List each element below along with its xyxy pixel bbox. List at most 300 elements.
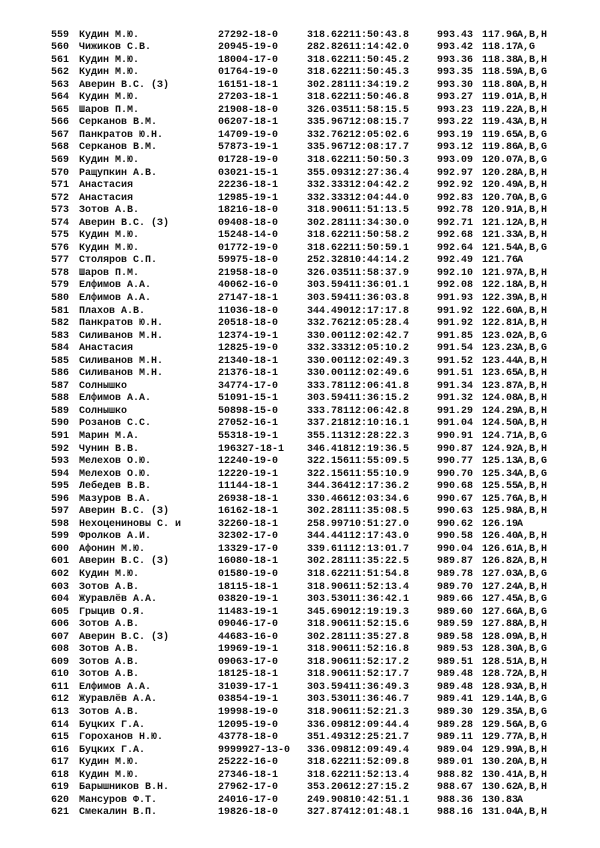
category-flags: A,B,G xyxy=(517,594,548,606)
arrival-time: 12:01:48.1 xyxy=(349,807,410,819)
speed-value: 993.27 xyxy=(437,92,474,104)
participant-name: Аверин В.С. (З) xyxy=(79,506,170,518)
distance-value: 302.281 xyxy=(307,79,350,91)
ring-id: 16151-18-1 xyxy=(218,79,279,91)
score-value: 125.55 xyxy=(482,481,519,493)
speed-value: 989.51 xyxy=(437,656,474,668)
distance-value: 330.466 xyxy=(307,493,350,505)
distance-value: 303.530 xyxy=(307,594,350,606)
category-flags: A xyxy=(517,518,524,530)
ring-id: 12240-19-0 xyxy=(218,456,279,468)
speed-value: 990.91 xyxy=(437,431,474,442)
speed-value: 993.09 xyxy=(437,154,474,166)
ring-id: 19826-18-0 xyxy=(218,807,279,819)
distance-value: 330.001 xyxy=(307,368,350,380)
distance-value: 355.113 xyxy=(307,431,350,442)
participant-name: Столяров С.П. xyxy=(79,255,158,267)
distance-value: 346.418 xyxy=(307,443,350,455)
participant-name: Елфимов А.А. xyxy=(79,292,152,304)
row-number: 579 xyxy=(51,280,70,292)
score-value: 123.23 xyxy=(482,343,519,355)
score-value: 127.24 xyxy=(482,581,519,593)
speed-value: 988.82 xyxy=(437,769,474,781)
participant-name: Кудин М.Ю. xyxy=(79,29,140,41)
distance-value: 344.490 xyxy=(307,305,350,317)
distance-value: 332.333 xyxy=(307,343,350,355)
speed-value: 991.54 xyxy=(437,343,474,355)
participant-name: Кудин М.Ю. xyxy=(79,769,140,781)
ring-id: 12095-19-0 xyxy=(218,719,279,731)
speed-value: 992.64 xyxy=(437,242,474,254)
row-number: 593 xyxy=(51,456,70,468)
table-row xyxy=(0,607,600,620)
speed-value: 989.48 xyxy=(437,681,474,693)
category-flags: A,B,H xyxy=(517,807,548,819)
ring-id: 18216-18-0 xyxy=(218,205,279,217)
row-number: 617 xyxy=(51,757,70,769)
score-value: 130.83 xyxy=(482,794,519,806)
distance-value: 330.001 xyxy=(307,330,350,342)
row-number: 559 xyxy=(51,29,70,41)
distance-value: 302.281 xyxy=(307,506,350,518)
table-row xyxy=(0,368,600,381)
ring-id: 12374-19-1 xyxy=(218,330,279,342)
speed-value: 988.67 xyxy=(437,782,474,794)
participant-name: Шаров П.М. xyxy=(79,267,140,279)
speed-value: 993.23 xyxy=(437,104,474,116)
row-number: 586 xyxy=(51,368,70,380)
score-value: 124.71 xyxy=(482,431,519,442)
score-value: 119.43 xyxy=(482,117,519,129)
ring-id: 55318-19-1 xyxy=(218,431,279,442)
speed-value: 989.04 xyxy=(437,744,474,756)
ring-id: 50898-15-0 xyxy=(218,405,279,417)
score-value: 123.87 xyxy=(482,380,519,392)
table-row xyxy=(0,218,600,231)
ring-id: 32302-17-0 xyxy=(218,531,279,543)
distance-value: 327.874 xyxy=(307,807,350,819)
speed-value: 991.04 xyxy=(437,418,474,430)
participant-name: Панкратов Ю.Н. xyxy=(79,318,164,330)
row-number: 581 xyxy=(51,305,70,317)
arrival-time: 11:34:30.0 xyxy=(349,217,410,229)
speed-value: 990.77 xyxy=(437,456,474,468)
row-number: 588 xyxy=(51,393,70,405)
ring-id: 12220-19-1 xyxy=(218,468,279,480)
score-value: 127.88 xyxy=(482,619,519,631)
distance-value: 332.333 xyxy=(307,192,350,204)
ring-id: 27292-18-0 xyxy=(218,29,279,41)
score-value: 124.08 xyxy=(482,393,519,405)
category-flags: A,B,G xyxy=(517,468,548,480)
ring-id: 19969-19-1 xyxy=(218,644,279,656)
table-row xyxy=(0,807,600,820)
table-row xyxy=(0,782,600,795)
ring-id: 19998-19-0 xyxy=(218,707,279,719)
arrival-time: 11:34:19.2 xyxy=(349,79,410,91)
category-flags: A,B,H xyxy=(517,79,548,91)
row-number: 572 xyxy=(51,192,70,204)
row-number: 613 xyxy=(51,707,70,719)
row-number: 619 xyxy=(51,782,70,794)
distance-value: 322.156 xyxy=(307,456,350,468)
participant-name: Аверин В.С. (З) xyxy=(79,79,170,91)
participant-name: Журавлёв А.А. xyxy=(79,594,158,606)
table-row xyxy=(0,418,600,431)
score-value: 122.60 xyxy=(482,305,519,317)
ring-id: 16162-18-1 xyxy=(218,506,279,518)
distance-value: 318.906 xyxy=(307,707,350,719)
score-value: 129.35 xyxy=(482,707,519,719)
arrival-time: 12:09:49.4 xyxy=(349,744,410,756)
speed-value: 989.30 xyxy=(437,707,474,719)
category-flags: A,B,H xyxy=(517,782,548,794)
score-value: 118.38 xyxy=(482,54,519,66)
ring-id: 11483-19-1 xyxy=(218,606,279,618)
row-number: 605 xyxy=(51,606,70,618)
speed-value: 992.49 xyxy=(437,255,474,267)
distance-value: 332.333 xyxy=(307,180,350,192)
ring-id: 31039-17-1 xyxy=(218,681,279,693)
table-row xyxy=(0,343,600,356)
speed-value: 989.41 xyxy=(437,694,474,706)
participant-name: Мансуров Ф.Т. xyxy=(79,794,158,806)
category-flags: A xyxy=(517,255,524,267)
row-number: 599 xyxy=(51,531,70,543)
participant-name: Зотов А.В. xyxy=(79,669,140,681)
speed-value: 989.28 xyxy=(437,719,474,731)
category-flags: A,B,H xyxy=(517,230,548,242)
speed-value: 993.35 xyxy=(437,67,474,79)
row-number: 566 xyxy=(51,117,70,129)
score-value: 121.76 xyxy=(482,255,519,267)
participant-name: Кудин М.Ю. xyxy=(79,67,140,79)
score-value: 122.81 xyxy=(482,318,519,330)
ring-id: 14709-19-0 xyxy=(218,129,279,141)
ring-id: 25222-16-0 xyxy=(218,757,279,769)
ring-id: 26938-18-1 xyxy=(218,493,279,505)
table-row xyxy=(0,707,600,720)
arrival-time: 11:35:08.5 xyxy=(349,506,410,518)
table-row xyxy=(0,582,600,595)
ring-id: 13329-17-0 xyxy=(218,543,279,555)
category-flags: A,B,H xyxy=(517,292,548,304)
category-flags: A,B,H xyxy=(517,167,548,179)
arrival-time: 10:44:14.2 xyxy=(349,255,410,267)
category-flags: A,B,H xyxy=(517,318,548,330)
distance-value: 344.364 xyxy=(307,481,350,493)
arrival-time: 12:05:28.4 xyxy=(349,318,410,330)
score-value: 125.13 xyxy=(482,456,519,468)
category-flags: A,B,H xyxy=(517,393,548,405)
participant-name: Зотов А.В. xyxy=(79,619,140,631)
distance-value: 353.206 xyxy=(307,782,350,794)
score-value: 129.77 xyxy=(482,732,519,744)
table-row xyxy=(0,356,600,369)
row-number: 608 xyxy=(51,644,70,656)
score-value: 123.02 xyxy=(482,330,519,342)
participant-name: Мелехов О.Ю. xyxy=(79,456,152,468)
row-number: 616 xyxy=(51,744,70,756)
speed-value: 989.53 xyxy=(437,644,474,656)
row-number: 591 xyxy=(51,431,70,442)
arrival-time: 12:27:36.4 xyxy=(349,167,410,179)
category-flags: A,B,H xyxy=(517,92,548,104)
ring-id: 27147-18-1 xyxy=(218,292,279,304)
participant-name: Зотов А.В. xyxy=(79,205,140,217)
arrival-time: 11:36:15.2 xyxy=(349,393,410,405)
speed-value: 991.29 xyxy=(437,405,474,417)
arrival-time: 11:50:46.8 xyxy=(349,92,410,104)
participant-name: Силиванов М.Н. xyxy=(79,355,164,367)
arrival-time: 11:51:54.8 xyxy=(349,569,410,581)
participant-name: Плахов А.В. xyxy=(79,305,146,317)
participant-name: Анастасия xyxy=(79,180,134,192)
speed-value: 990.04 xyxy=(437,543,474,555)
arrival-time: 11:36:42.1 xyxy=(349,594,410,606)
score-value: 129.99 xyxy=(482,744,519,756)
table-row xyxy=(0,494,600,507)
row-number: 612 xyxy=(51,694,70,706)
score-value: 119.86 xyxy=(482,142,519,154)
score-value: 127.03 xyxy=(482,569,519,581)
category-flags: A,B,G xyxy=(517,67,548,79)
score-value: 128.09 xyxy=(482,631,519,643)
arrival-time: 12:10:16.1 xyxy=(349,418,410,430)
row-number: 614 xyxy=(51,719,70,731)
score-value: 128.51 xyxy=(482,656,519,668)
participant-name: Анастасия xyxy=(79,343,134,355)
arrival-time: 12:05:10.2 xyxy=(349,343,410,355)
distance-value: 332.762 xyxy=(307,129,350,141)
ring-id: 03854-19-1 xyxy=(218,694,279,706)
speed-value: 992.71 xyxy=(437,217,474,229)
distance-value: 318.622 xyxy=(307,67,350,79)
arrival-time: 12:08:15.7 xyxy=(349,117,410,129)
arrival-time: 12:19:19.3 xyxy=(349,606,410,618)
table-row xyxy=(0,544,600,557)
category-flags: A,B,H xyxy=(517,493,548,505)
category-flags: A,B,H xyxy=(517,205,548,217)
category-flags: A,B,H xyxy=(517,631,548,643)
ring-id: 27052-16-1 xyxy=(218,418,279,430)
table-row xyxy=(0,682,600,695)
row-number: 611 xyxy=(51,681,70,693)
ring-id: 18115-18-1 xyxy=(218,581,279,593)
speed-value: 993.36 xyxy=(437,54,474,66)
distance-value: 318.906 xyxy=(307,644,350,656)
row-number: 615 xyxy=(51,732,70,744)
ring-id: 9999927-13-0 xyxy=(218,744,291,756)
speed-value: 990.67 xyxy=(437,493,474,505)
category-flags: A,B,G xyxy=(517,719,548,731)
score-value: 129.56 xyxy=(482,719,519,731)
category-flags: A,G xyxy=(517,42,536,54)
score-value: 119.65 xyxy=(482,129,519,141)
distance-value: 318.622 xyxy=(307,154,350,166)
category-flags: A,B,H xyxy=(517,531,548,543)
score-value: 122.39 xyxy=(482,292,519,304)
table-row xyxy=(0,92,600,105)
speed-value: 991.52 xyxy=(437,355,474,367)
category-flags: A,B,G xyxy=(517,606,548,618)
speed-value: 992.10 xyxy=(437,267,474,279)
participant-name: Зотов А.В. xyxy=(79,644,140,656)
arrival-time: 12:05:02.6 xyxy=(349,129,410,141)
row-number: 592 xyxy=(51,443,70,455)
row-number: 602 xyxy=(51,569,70,581)
arrival-time: 11:50:59.1 xyxy=(349,242,410,254)
row-number: 600 xyxy=(51,543,70,555)
row-number: 606 xyxy=(51,619,70,631)
arrival-time: 11:55:10.9 xyxy=(349,468,410,480)
table-row xyxy=(0,306,600,319)
table-row xyxy=(0,331,600,344)
table-row xyxy=(0,531,600,544)
ring-id: 32260-18-1 xyxy=(218,518,279,530)
participant-name: Лебедев В.В. xyxy=(79,481,152,493)
score-value: 124.50 xyxy=(482,418,519,430)
arrival-time: 11:52:17.7 xyxy=(349,669,410,681)
score-value: 125.98 xyxy=(482,506,519,518)
table-row xyxy=(0,67,600,80)
table-row xyxy=(0,757,600,770)
ring-id: 22236-18-1 xyxy=(218,180,279,192)
table-row xyxy=(0,105,600,118)
participant-name: Афонин М.Ю. xyxy=(79,543,146,555)
arrival-time: 11:36:03.8 xyxy=(349,292,410,304)
category-flags: A,B,G xyxy=(517,192,548,204)
category-flags: A,B,G xyxy=(517,707,548,719)
speed-value: 992.92 xyxy=(437,180,474,192)
row-number: 570 xyxy=(51,167,70,179)
category-flags: A,B,G xyxy=(517,456,548,468)
ring-id: 40062-16-0 xyxy=(218,280,279,292)
distance-value: 318.622 xyxy=(307,230,350,242)
score-value: 126.19 xyxy=(482,518,519,530)
participant-name: Солнышко xyxy=(79,380,128,392)
arrival-time: 11:50:45.2 xyxy=(349,54,410,66)
table-row xyxy=(0,193,600,206)
table-row xyxy=(0,255,600,268)
category-flags: A,B,G xyxy=(517,343,548,355)
arrival-time: 11:52:15.6 xyxy=(349,619,410,631)
participant-name: Кудин М.Ю. xyxy=(79,54,140,66)
row-number: 620 xyxy=(51,794,70,806)
row-number: 609 xyxy=(51,656,70,668)
category-flags: A,B,G xyxy=(517,644,548,656)
arrival-time: 12:09:44.4 xyxy=(349,719,410,731)
speed-value: 989.66 xyxy=(437,594,474,606)
participant-name: Силиванов М.Н. xyxy=(79,330,164,342)
speed-value: 993.12 xyxy=(437,142,474,154)
table-row xyxy=(0,644,600,657)
speed-value: 991.93 xyxy=(437,292,474,304)
speed-value: 989.78 xyxy=(437,569,474,581)
score-value: 121.54 xyxy=(482,242,519,254)
participant-name: Аверин В.С. (З) xyxy=(79,217,170,229)
row-number: 577 xyxy=(51,255,70,267)
distance-value: 335.967 xyxy=(307,142,350,154)
score-value: 125.76 xyxy=(482,493,519,505)
speed-value: 988.16 xyxy=(437,807,474,819)
ring-id: 44683-16-0 xyxy=(218,631,279,643)
participant-name: Елфимов А.А. xyxy=(79,681,152,693)
table-row xyxy=(0,669,600,682)
category-flags: A,B,H xyxy=(517,280,548,292)
table-row xyxy=(0,745,600,758)
row-number: 583 xyxy=(51,330,70,342)
distance-value: 318.622 xyxy=(307,242,350,254)
arrival-time: 11:52:16.8 xyxy=(349,644,410,656)
score-value: 130.20 xyxy=(482,757,519,769)
speed-value: 989.60 xyxy=(437,606,474,618)
category-flags: A,B,H xyxy=(517,405,548,417)
arrival-time: 11:58:37.9 xyxy=(349,267,410,279)
ring-id: 06207-18-1 xyxy=(218,117,279,129)
table-row xyxy=(0,180,600,193)
category-flags: A,B,G xyxy=(517,431,548,442)
arrival-time: 12:02:49.6 xyxy=(349,368,410,380)
ring-id: 11144-18-1 xyxy=(218,481,279,493)
category-flags: A,B,H xyxy=(517,669,548,681)
participant-name: Кудин М.Ю. xyxy=(79,154,140,166)
category-flags: A,B,H xyxy=(517,556,548,568)
speed-value: 990.70 xyxy=(437,468,474,480)
distance-value: 303.594 xyxy=(307,393,350,405)
participant-name: Марин М.А. xyxy=(79,431,140,442)
category-flags: A,B,H xyxy=(517,732,548,744)
table-row xyxy=(0,456,600,469)
ring-id: 03021-15-1 xyxy=(218,167,279,179)
row-number: 618 xyxy=(51,769,70,781)
row-number: 567 xyxy=(51,129,70,141)
speed-value: 989.59 xyxy=(437,619,474,631)
arrival-time: 12:08:17.7 xyxy=(349,142,410,154)
table-row xyxy=(0,632,600,645)
row-number: 568 xyxy=(51,142,70,154)
ring-id: 01728-19-0 xyxy=(218,154,279,166)
distance-value: 318.622 xyxy=(307,92,350,104)
speed-value: 993.22 xyxy=(437,117,474,129)
arrival-time: 11:35:22.5 xyxy=(349,556,410,568)
participant-name: Розанов С.С. xyxy=(79,418,152,430)
category-flags: A,B,G xyxy=(517,142,548,154)
speed-value: 992.68 xyxy=(437,230,474,242)
distance-value: 330.001 xyxy=(307,355,350,367)
row-number: 563 xyxy=(51,79,70,91)
ring-id: 21908-18-0 xyxy=(218,104,279,116)
ring-id: 09063-17-0 xyxy=(218,656,279,668)
row-number: 589 xyxy=(51,405,70,417)
category-flags: A,B,H xyxy=(517,769,548,781)
participant-name: Зотов А.В. xyxy=(79,581,140,593)
arrival-time: 11:58:15.5 xyxy=(349,104,410,116)
participant-name: Кудин М.Ю. xyxy=(79,230,140,242)
ring-id: 03820-19-1 xyxy=(218,594,279,606)
speed-value: 992.78 xyxy=(437,205,474,217)
score-value: 120.91 xyxy=(482,205,519,217)
speed-value: 990.63 xyxy=(437,506,474,518)
distance-value: 318.906 xyxy=(307,581,350,593)
speed-value: 993.19 xyxy=(437,129,474,141)
table-row xyxy=(0,80,600,93)
speed-value: 993.43 xyxy=(437,29,474,41)
ring-id: 20945-19-0 xyxy=(218,42,279,54)
ring-id: 27346-18-1 xyxy=(218,769,279,781)
ring-id: 21958-18-0 xyxy=(218,267,279,279)
distance-value: 318.906 xyxy=(307,656,350,668)
